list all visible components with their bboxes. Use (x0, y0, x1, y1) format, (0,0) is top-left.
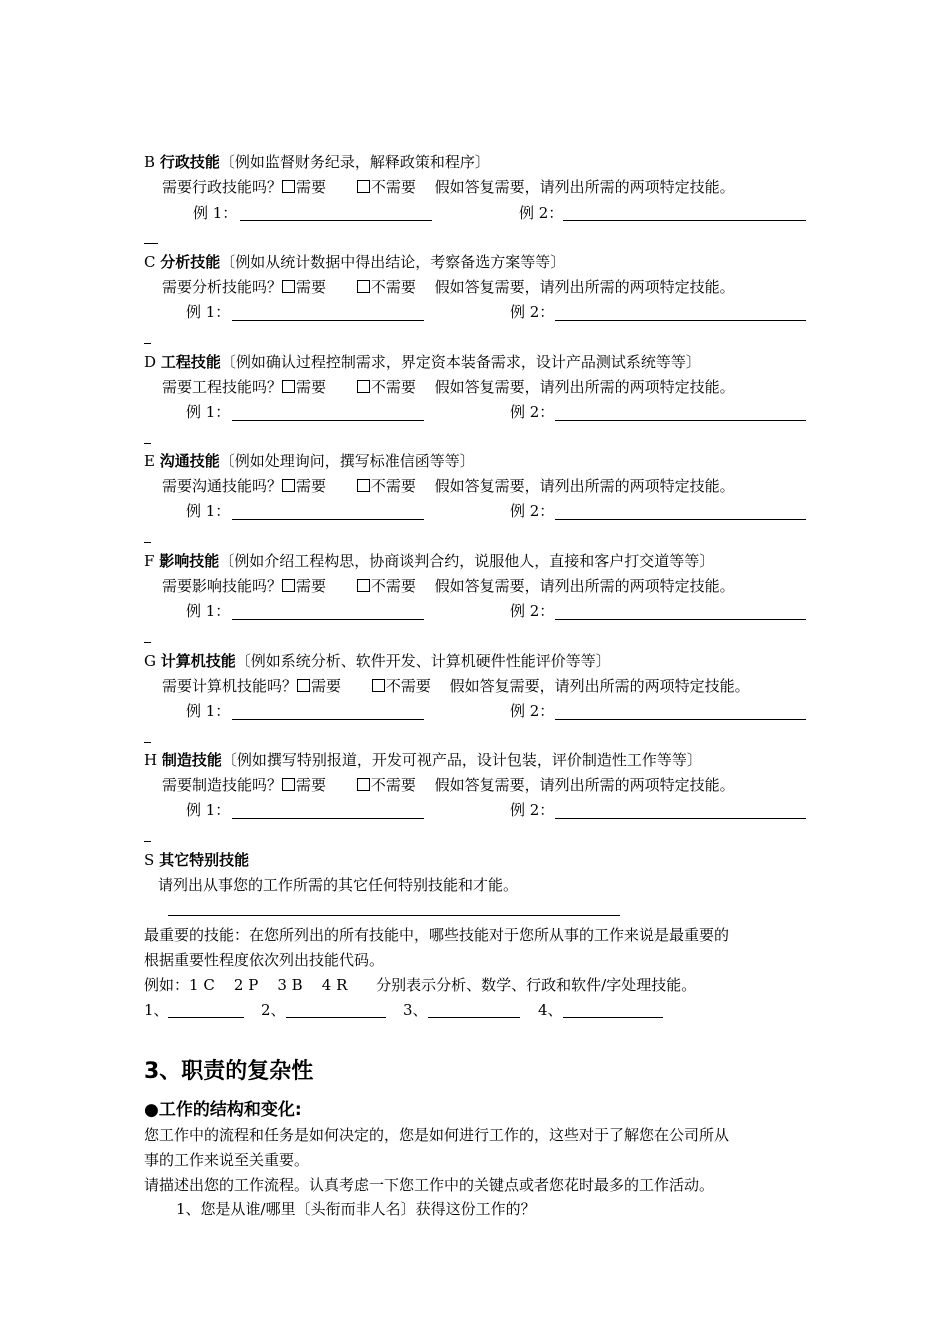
divider (144, 343, 151, 344)
divider (144, 742, 151, 743)
example2-field[interactable] (555, 619, 806, 620)
no-need-checkbox[interactable] (357, 479, 370, 492)
example1-field[interactable] (232, 420, 424, 421)
example1-field[interactable] (232, 320, 424, 321)
skill-c-question: 需要分析技能吗？ 需要 不需要 假如答复需要，请列出所需的两项特定技能。 (162, 278, 735, 296)
example2-label: 例 2： (510, 702, 555, 720)
section3-para1-line1: 您工作中的流程和任务是如何决定的，您是如何进行工作的，这些对于了解您在公司所从 (144, 1126, 730, 1144)
rank2-field[interactable] (286, 1017, 386, 1018)
section3-para2: 请描述出您的工作流程。认真考虑一下您工作中的关键点或者您花时最多的工作活动。 (144, 1176, 715, 1194)
skill-b-question: 需要行政技能吗？ 需要 不需要 假如答复需要，请列出所需的两项特定技能。 (162, 178, 735, 196)
other-skills-prompt: 请列出从事您的工作所需的其它任何特别技能和才能。 (158, 876, 519, 894)
no-need-checkbox[interactable] (357, 778, 370, 791)
example1-label: 例 1： (186, 403, 231, 421)
divider (144, 841, 151, 842)
other-skills-field[interactable] (168, 915, 620, 916)
skill-s-heading: S 其它特别技能 (144, 851, 250, 869)
example2-field[interactable] (555, 519, 806, 520)
need-checkbox[interactable] (282, 280, 295, 293)
skill-f-heading: F 影响技能〔例如介绍工程构思，协商谈判合约，说服他人，直接和客户打交道等等〕 (144, 552, 715, 570)
need-checkbox[interactable] (282, 778, 295, 791)
section3-para1-line2: 事的工作来说至关重要。 (144, 1151, 310, 1169)
need-checkbox[interactable] (282, 479, 295, 492)
divider (144, 542, 151, 543)
skill-g-heading: G 计算机技能〔例如系统分析、软件开发、计算机硬件性能评价等等〕 (144, 652, 611, 670)
skill-e-heading: E 沟通技能〔例如处理询问，撰写标准信函等等〕 (144, 452, 475, 470)
example2-label: 例 2： (519, 204, 564, 222)
skill-f-question: 需要影响技能吗？ 需要 不需要 假如答复需要，请列出所需的两项特定技能。 (162, 577, 735, 595)
skill-h-question: 需要制造技能吗？ 需要 不需要 假如答复需要，请列出所需的两项特定技能。 (162, 776, 735, 794)
rank4-field[interactable] (563, 1017, 663, 1018)
section3-question1: 1、您是从谁/哪里〔头衔而非人名〕获得这份工作的？ (176, 1200, 536, 1218)
rank1-label: 1、 (144, 1001, 169, 1019)
rank1-field[interactable] (168, 1017, 244, 1018)
example1-label: 例 1： (186, 702, 231, 720)
example2-field[interactable] (555, 420, 806, 421)
skill-d-heading: D 工程技能〔例如确认过程控制需求，界定资本装备需求，设计产品测试系统等等〕 (144, 353, 701, 371)
rank4-label: 4、 (538, 1001, 563, 1019)
rank3-field[interactable] (428, 1017, 520, 1018)
example2-label: 例 2： (510, 403, 555, 421)
divider (144, 443, 151, 444)
example2-label: 例 2： (510, 602, 555, 620)
example1-label: 例 1： (186, 303, 231, 321)
need-checkbox[interactable] (282, 380, 295, 393)
example2-label: 例 2： (510, 801, 555, 819)
skill-c-heading: C 分析技能〔例如从统计数据中得出结论，考察备选方案等等〕 (144, 253, 566, 271)
no-need-checkbox[interactable] (357, 579, 370, 592)
important-skills-line2: 根据重要性程度依次列出技能代码。 (144, 951, 385, 969)
need-checkbox[interactable] (297, 679, 310, 692)
no-need-checkbox[interactable] (357, 380, 370, 393)
section3-heading: 3、职责的复杂性 (144, 1059, 314, 1084)
skill-g-question: 需要计算机技能吗？ 需要 不需要 假如答复需要，请列出所需的两项特定技能。 (162, 677, 750, 695)
divider (144, 642, 151, 643)
example2-field[interactable] (555, 719, 806, 720)
example1-field[interactable] (232, 519, 424, 520)
no-need-checkbox[interactable] (357, 180, 370, 193)
divider (144, 243, 158, 244)
example1-label: 例 1： (186, 602, 231, 620)
example1-label: 例 1： (186, 801, 231, 819)
example1-field[interactable] (232, 619, 424, 620)
section3-subheading: ●工作的结构和变化: (144, 1100, 302, 1120)
important-skills-example: 例如：1 C 2 P 3 B 4 R 分别表示分析、数学、行政和软件/字处理技能。 (144, 976, 697, 994)
example1-field[interactable] (240, 220, 432, 221)
example2-field[interactable] (563, 220, 806, 221)
example2-field[interactable] (555, 818, 806, 819)
rank2-label: 2、 (261, 1001, 286, 1019)
example1-field[interactable] (232, 818, 424, 819)
skill-d-question: 需要工程技能吗？ 需要 不需要 假如答复需要，请列出所需的两项特定技能。 (162, 378, 735, 396)
example1-label: 例 1： (186, 502, 231, 520)
example1-field[interactable] (232, 719, 424, 720)
example1-label: 例 1： (193, 204, 238, 222)
skill-b-heading: B 行政技能〔例如监督财务纪录，解释政策和程序〕 (144, 153, 490, 171)
example2-label: 例 2： (510, 303, 555, 321)
example2-label: 例 2： (510, 502, 555, 520)
no-need-checkbox[interactable] (372, 679, 385, 692)
skill-h-heading: H 制造技能〔例如撰写特别报道，开发可视产品，设计包装，评价制造性工作等等〕 (144, 751, 702, 769)
need-checkbox[interactable] (282, 579, 295, 592)
no-need-checkbox[interactable] (357, 280, 370, 293)
need-checkbox[interactable] (282, 180, 295, 193)
skill-e-question: 需要沟通技能吗？ 需要 不需要 假如答复需要，请列出所需的两项特定技能。 (162, 477, 735, 495)
rank3-label: 3、 (403, 1001, 428, 1019)
important-skills-line1: 最重要的技能：在您所列出的所有技能中，哪些技能对于您所从事的工作来说是最重要的 (144, 926, 730, 944)
example2-field[interactable] (555, 320, 806, 321)
